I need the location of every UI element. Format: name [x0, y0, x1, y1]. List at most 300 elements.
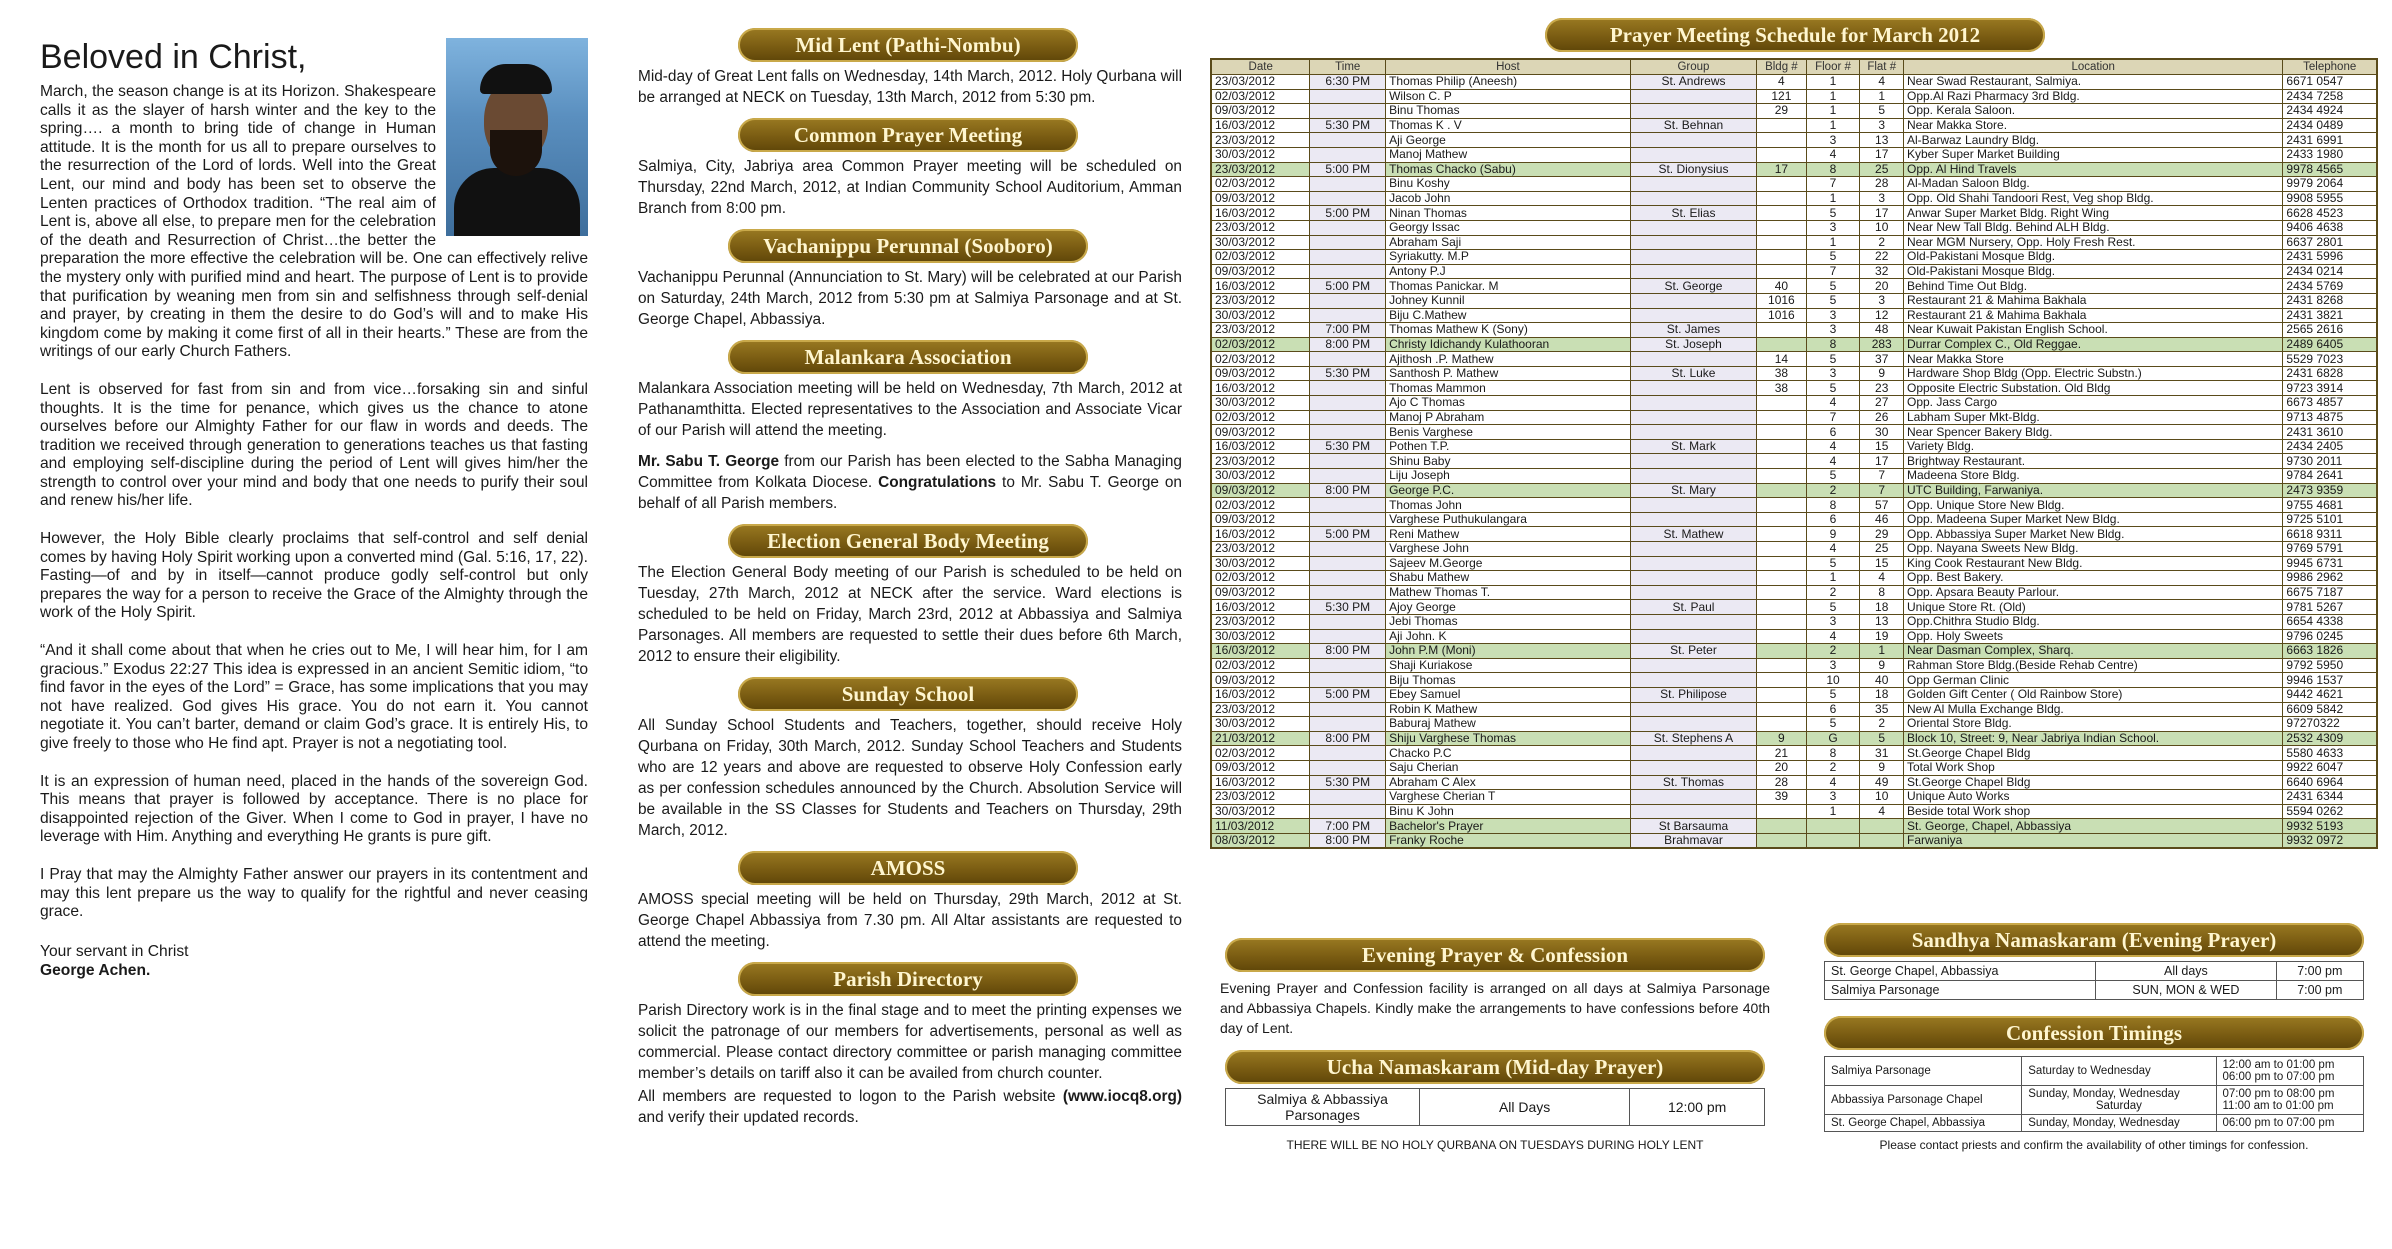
schedule-cell: 09/03/2012 [1211, 366, 1310, 381]
sunday-title: Sunday School [738, 677, 1078, 711]
schedule-cell: Binu Thomas [1386, 104, 1631, 119]
schedule-cell: Abraham C Alex [1386, 775, 1631, 790]
schedule-cell: Brahmavar [1630, 833, 1756, 848]
ucha-title: Ucha Namaskaram (Mid-day Prayer) [1225, 1050, 1765, 1084]
schedule-cell [1757, 527, 1806, 542]
letter-paragraph: March, the season change is at its Horizon. Shakespeare calls it as the slayer of harsh winter and the key to the spring…. a month to bring tide of change in Human attitude. It is the month for us all to prepare ourselves to the resurrection of the Lord of lords. Well into the Great Lent, our mind and body has been set to observe the Lenten practices of Orthodox tradition. “The real aim of Lent is, above all else, to prepare men for the celebration of the death and Resurrection of Christ…the better the preparation the more effective the celebration will be. One can effectively relive the mystery only with purified mind and heart. The purpose of Lent is to provide that purification by weaning men from sin and selfishness through self-denial and prayer, by creating in them the desire to do God’s will and to make His kingdom come by making it come first of all in their hearts.” These are from the writings of our early Church Fathers. [40, 83, 588, 361]
table-row [1211, 571, 2377, 586]
schedule-cell: Abraham Saji [1386, 235, 1631, 250]
schedule-cell: Old-Pakistani Mosque Bldg. [1904, 264, 2283, 279]
schedule-cell: 9 [1860, 366, 1904, 381]
schedule-cell: St. George [1630, 279, 1756, 294]
schedule-cell [1630, 147, 1756, 162]
schedule-cell: Opposite Electric Substation. Old Bldg [1904, 381, 2283, 396]
schedule-cell [1757, 498, 1806, 513]
schedule-cell: 2434 4924 [2283, 104, 2377, 119]
schedule-cell [1630, 571, 1756, 586]
conf-day: Saturday [2095, 1100, 2142, 1112]
schedule-cell: 8:00 PM [1310, 483, 1386, 498]
letter-paragraph: It is an expression of human need, placed in the hands of the sovereign God. This means that prayer is followed by acceptance. There is no place for disappointed rejection of the Giver. When I come to God in prayer, I have no leverage with Him. Anything and everything He grants is pure gift. [40, 772, 588, 846]
schedule-cell: 4 [1806, 147, 1860, 162]
schedule-cell: 30/03/2012 [1211, 556, 1310, 571]
schedule-cell: Ebey Samuel [1386, 687, 1631, 702]
schedule-cell: 23/03/2012 [1211, 542, 1310, 557]
letter-paragraph: However, the Holy Bible clearly proclaims that self-control and self denial comes by having Holy Spirit working upon a converted mind (Gal. 5:16, 17, 22). Fasting—of and by in itself—cannot produce godly self-control but only prepares the way for a person to receive the Grace of the Almighty through the work of the Holy Spirit. [40, 530, 588, 622]
schedule-cell: 9945 6731 [2283, 556, 2377, 571]
schedule-cell: Near Kuwait Pakistan English School. [1904, 323, 2283, 338]
schedule-cell [1310, 498, 1386, 513]
schedule-cell: 9 [1860, 760, 1904, 775]
schedule-cell: 39 [1757, 790, 1806, 805]
schedule-cell: 02/03/2012 [1211, 746, 1310, 761]
schedule-cell: St. Peter [1630, 644, 1756, 659]
schedule-cell: Chacko P.C [1386, 746, 1631, 761]
table-row [1211, 206, 2377, 221]
schedule-cell: Golden Gift Center ( Old Rainbow Store) [1904, 687, 2283, 702]
schedule-cell [1630, 410, 1756, 425]
table-row [1211, 644, 2377, 659]
schedule-cell: 4 [1757, 75, 1806, 90]
schedule-cell: St.George Chapel Bldg [1904, 775, 2283, 790]
schedule-cell: Opp German Clinic [1904, 673, 2283, 688]
schedule-cell: Al-Madan Saloon Bldg. [1904, 177, 2283, 192]
conf-times [2216, 1086, 2363, 1115]
conf-days [2022, 1086, 2216, 1115]
priest-photo [446, 38, 588, 236]
table-row [1211, 220, 2377, 235]
schedule-cell: John P.M (Moni) [1386, 644, 1631, 659]
schedule-cell: 3 [1860, 293, 1904, 308]
website-link[interactable]: (www.iocq8.org) [1062, 1088, 1182, 1105]
schedule-cell: 3 [1806, 308, 1860, 323]
schedule-cell: 9796 0245 [2283, 629, 2377, 644]
sandhya-title: Sandhya Namaskaram (Evening Prayer) [1824, 923, 2364, 957]
schedule-cell: 1 [1806, 235, 1860, 250]
schedule-cell: 9730 2011 [2283, 454, 2377, 469]
schedule-cell: 38 [1757, 366, 1806, 381]
schedule-header: Date [1211, 59, 1310, 75]
schedule-cell [1757, 220, 1806, 235]
schedule-cell: Thomas K . V [1386, 118, 1631, 133]
schedule-cell: 16/03/2012 [1211, 527, 1310, 542]
schedule-cell: 5 [1860, 731, 1904, 746]
schedule-cell: Varghese John [1386, 542, 1631, 557]
schedule-cell: 23/03/2012 [1211, 162, 1310, 177]
schedule-cell: 5:00 PM [1310, 206, 1386, 221]
schedule-cell: 11/03/2012 [1211, 819, 1310, 834]
table-row [1211, 585, 2377, 600]
schedule-cell: St Barsauma [1630, 819, 1756, 834]
schedule-cell: 1 [1806, 804, 1860, 819]
schedule-cell: 17 [1860, 206, 1904, 221]
schedule-cell: 9723 3914 [2283, 381, 2377, 396]
schedule-cell: Mathew Thomas T. [1386, 585, 1631, 600]
schedule-cell: 20 [1757, 760, 1806, 775]
schedule-cell: Behind Time Out Bldg. [1904, 279, 2283, 294]
schedule-cell: 23/03/2012 [1211, 220, 1310, 235]
schedule-cell: 09/03/2012 [1211, 264, 1310, 279]
elected-text-end: to Mr. Sabu T. George on behalf of all Parish members. [638, 474, 1182, 512]
table-row [1211, 512, 2377, 527]
schedule-cell: 30/03/2012 [1211, 235, 1310, 250]
schedule-cell: 8 [1806, 498, 1860, 513]
schedule-cell: 9781 5267 [2283, 600, 2377, 615]
schedule-cell: 5 [1806, 687, 1860, 702]
schedule-cell [1630, 790, 1756, 805]
schedule-cell: 3 [1806, 658, 1860, 673]
schedule-cell: 2489 6405 [2283, 337, 2377, 352]
schedule-cell [1310, 381, 1386, 396]
schedule-cell: 18 [1860, 600, 1904, 615]
schedule-header: Group [1630, 59, 1756, 75]
schedule-cell: 9932 5193 [2283, 819, 2377, 834]
schedule-cell: 9922 6047 [2283, 760, 2377, 775]
schedule-cell: St. James [1630, 323, 1756, 338]
schedule-cell [1310, 746, 1386, 761]
schedule-cell: 6618 9311 [2283, 527, 2377, 542]
schedule-cell: Block 10, Street: 9, Near Jabriya Indian School. [1904, 731, 2283, 746]
schedule-cell [1757, 264, 1806, 279]
conf-days: Saturday to Wednesday [2022, 1057, 2216, 1086]
schedule-cell [1310, 454, 1386, 469]
schedule-cell: Kyber Super Market Building [1904, 147, 2283, 162]
schedule-cell: 17 [1860, 454, 1904, 469]
schedule-cell: 5 [1806, 556, 1860, 571]
schedule-cell: 13 [1860, 614, 1904, 629]
table-row [1211, 133, 2377, 148]
schedule-cell: 02/03/2012 [1211, 658, 1310, 673]
schedule-cell: 9979 2064 [2283, 177, 2377, 192]
schedule-cell: 46 [1860, 512, 1904, 527]
schedule-cell [1757, 191, 1806, 206]
schedule-cell: 5580 4633 [2283, 746, 2377, 761]
table-row [1211, 483, 2377, 498]
schedule-cell: 02/03/2012 [1211, 498, 1310, 513]
schedule-cell: Near Spencer Bakery Bldg. [1904, 425, 2283, 440]
table-row [1211, 775, 2377, 790]
schedule-cell: Biju C.Mathew [1386, 308, 1631, 323]
schedule-cell: 9442 4621 [2283, 687, 2377, 702]
schedule-cell [1630, 89, 1756, 104]
schedule-cell [1630, 250, 1756, 265]
schedule-cell: 7 [1806, 410, 1860, 425]
schedule-cell: 8 [1806, 337, 1860, 352]
schedule-cell [1310, 571, 1386, 586]
schedule-cell: King Cook Restaurant New Bldg. [1904, 556, 2283, 571]
schedule-cell [1757, 206, 1806, 221]
table-row [1211, 439, 2377, 454]
schedule-cell: 1016 [1757, 293, 1806, 308]
schedule-cell: 29 [1757, 104, 1806, 119]
schedule-cell [1310, 469, 1386, 484]
schedule-cell: 8:00 PM [1310, 337, 1386, 352]
schedule-cell: 97270322 [2283, 717, 2377, 732]
schedule-cell: Saju Cherian [1386, 760, 1631, 775]
schedule-cell: Opp.Al Razi Pharmacy 3rd Bldg. [1904, 89, 2283, 104]
schedule-cell [1757, 658, 1806, 673]
table-row [1211, 118, 2377, 133]
schedule-cell: 30/03/2012 [1211, 308, 1310, 323]
schedule-cell: 2431 6828 [2283, 366, 2377, 381]
sandhya-box [1810, 923, 2378, 1152]
schedule-cell: Opp. Al Hind Travels [1904, 162, 2283, 177]
schedule-cell: Opp. Madeena Super Market New Bldg. [1904, 512, 2283, 527]
schedule-cell: New Al Mulla Exchange Bldg. [1904, 702, 2283, 717]
announcements-column [628, 28, 1188, 1138]
schedule-cell: 3 [1806, 790, 1860, 805]
schedule-cell [1310, 614, 1386, 629]
table-row [1211, 337, 2377, 352]
sunday-text: All Sunday School Students and Teachers, together, should receive Holy Qurbana on Friday, 30th March, 2012. Sunday School Teachers and Students who are 12 years and above are requested to observe Holy Confession early as per confession schedules announced by the Church. Absolution Service will be available in the SS Classes for Students and Teachers on Thursday, 29th March, 2012. [638, 717, 1182, 839]
malankara-text-2 [638, 451, 1182, 514]
vachanippu-text: Vachanippu Perunnal (Annunciation to St. Mary) will be celebrated at our Parish on Saturday, 24th March, 2012 from 5:30 pm at Salmiya Parsonage and at St. George Chapel, Abbassiya. [638, 269, 1182, 328]
directory-text-2 [638, 1086, 1182, 1128]
schedule-cell: 8 [1806, 746, 1860, 761]
schedule-cell: 2473 9359 [2283, 483, 2377, 498]
letter-paragraph: “And it shall come about that when he cries out to Me, I will hear him, for I am gracious.” Exodus 22:27 This idea is expressed in an ancient Semitic idiom, “to find favor in the eyes of the Lord” = Grace, has some implications that you may not have realized. God gives His grace. You do not earn it. You cannot negotiate it. You can’t barter, demand or claim God’s grace. It is entirely His, to give freely to those who He find apt. Prayer is not a negotiating tool. [40, 642, 588, 752]
schedule-cell: 16/03/2012 [1211, 381, 1310, 396]
schedule-cell: 7:00 PM [1310, 323, 1386, 338]
schedule-cell [1310, 264, 1386, 279]
schedule-cell: 23/03/2012 [1211, 75, 1310, 90]
table-row [1211, 75, 2377, 90]
schedule-cell: St. Paul [1630, 600, 1756, 615]
schedule-cell: 2433 1980 [2283, 147, 2377, 162]
schedule-cell: 23 [1860, 381, 1904, 396]
schedule-cell [1630, 658, 1756, 673]
schedule-cell: 16/03/2012 [1211, 118, 1310, 133]
common-title: Common Prayer Meeting [738, 118, 1078, 152]
schedule-cell: Opp. Holy Sweets [1904, 629, 2283, 644]
schedule-cell: 37 [1860, 352, 1904, 367]
conf-place: St. George Chapel, Abbassiya [1825, 1115, 2022, 1132]
schedule-cell: 10 [1806, 673, 1860, 688]
schedule-cell [1757, 556, 1806, 571]
schedule-cell: 25 [1860, 162, 1904, 177]
schedule-cell: Varghese Cherian T [1386, 790, 1631, 805]
schedule-cell: 5 [1806, 381, 1860, 396]
ucha-note: THERE WILL BE NO HOLY QURBANA ON TUESDAYS DURING HOLY LENT [1286, 1138, 1704, 1152]
schedule-header: Flat # [1860, 59, 1904, 75]
table-row [1211, 717, 2377, 732]
table-row [1211, 746, 2377, 761]
schedule-cell [1757, 804, 1806, 819]
schedule-cell [1757, 687, 1806, 702]
schedule-cell: 5:30 PM [1310, 775, 1386, 790]
schedule-cell: Durrar Complex C., Old Reggae. [1904, 337, 2283, 352]
schedule-cell: 5 [1806, 717, 1860, 732]
schedule-cell: Opp.Chithra Studio Bldg. [1904, 614, 2283, 629]
schedule-cell: 1 [1806, 89, 1860, 104]
table-row [1211, 673, 2377, 688]
election-title: Election General Body Meeting [728, 524, 1088, 558]
schedule-cell: Oriental Store Bldg. [1904, 717, 2283, 732]
schedule-cell [1630, 673, 1756, 688]
schedule-cell: 5:00 PM [1310, 687, 1386, 702]
schedule-header: Host [1386, 59, 1631, 75]
schedule-cell [1630, 293, 1756, 308]
schedule-cell: 28 [1860, 177, 1904, 192]
schedule-cell: St. Dionysius [1630, 162, 1756, 177]
schedule-cell: 9986 2962 [2283, 571, 2377, 586]
schedule-cell: 3 [1806, 133, 1860, 148]
schedule-cell [1757, 250, 1806, 265]
schedule-cell: Shaji Kuriakose [1386, 658, 1631, 673]
schedule-cell: Labham Super Mkt-Bldg. [1904, 410, 2283, 425]
schedule-cell: St. Andrews [1630, 75, 1756, 90]
schedule-cell: 9755 4681 [2283, 498, 2377, 513]
sandhya-days: SUN, MON & WED [2096, 981, 2276, 1000]
schedule-cell [1757, 469, 1806, 484]
schedule-cell: 8:00 PM [1310, 731, 1386, 746]
schedule-cell: 6637 2801 [2283, 235, 2377, 250]
schedule-cell [1310, 702, 1386, 717]
schedule-cell [1757, 454, 1806, 469]
schedule-cell: 02/03/2012 [1211, 89, 1310, 104]
directory-text: Parish Directory work is in the final stage and to meet the printing expenses we solicit the patronage of our members for advertisements, personal as well as commercial. Please contact directory committee or parish managing committee member’s details on tariff also it can be availed from church counter. [638, 1002, 1182, 1082]
schedule-title: Prayer Meeting Schedule for March 2012 [1545, 18, 2045, 52]
schedule-cell [1630, 717, 1756, 732]
schedule-cell [1630, 235, 1756, 250]
conf-days: Sunday, Monday, Wednesday [2022, 1115, 2216, 1132]
schedule-cell: 5 [1806, 250, 1860, 265]
schedule-cell [1310, 804, 1386, 819]
schedule-cell: Opp. Abbassiya Super Market New Bldg. [1904, 527, 2283, 542]
schedule-cell: Opp. Unique Store New Bldg. [1904, 498, 2283, 513]
schedule-cell: Farwaniya [1904, 833, 2283, 848]
schedule-cell: 8:00 PM [1310, 833, 1386, 848]
schedule-cell: Near Swad Restaurant, Salmiya. [1904, 75, 2283, 90]
table-row [1211, 687, 2377, 702]
schedule-cell: Bachelor's Prayer [1386, 819, 1631, 834]
schedule-cell [1630, 614, 1756, 629]
schedule-cell: 8 [1806, 162, 1860, 177]
schedule-cell: 4 [1806, 542, 1860, 557]
schedule-cell: St. Mathew [1630, 527, 1756, 542]
schedule-cell: Baburaj Mathew [1386, 717, 1631, 732]
schedule-cell: 6 [1806, 702, 1860, 717]
schedule-cell [1757, 118, 1806, 133]
schedule-cell: Ajoy George [1386, 600, 1631, 615]
schedule-cell [1630, 396, 1756, 411]
schedule-cell [1630, 177, 1756, 192]
schedule-cell: 30 [1860, 425, 1904, 440]
table-row [1211, 410, 2377, 425]
sandhya-time: 7:00 pm [2276, 981, 2363, 1000]
schedule-cell: Aji John. K [1386, 629, 1631, 644]
table-row [1211, 790, 2377, 805]
schedule-cell: 6 [1806, 425, 1860, 440]
schedule-cell [1630, 512, 1756, 527]
schedule-cell: 2431 8268 [2283, 293, 2377, 308]
schedule-cell: 21 [1757, 746, 1806, 761]
schedule-cell: 30/03/2012 [1211, 147, 1310, 162]
schedule-cell: 2431 6344 [2283, 790, 2377, 805]
schedule-cell: 20 [1860, 279, 1904, 294]
schedule-cell: 5 [1860, 104, 1904, 119]
schedule-cell [1630, 264, 1756, 279]
malankara-title: Malankara Association [728, 340, 1088, 374]
schedule-cell: 2 [1806, 760, 1860, 775]
schedule-cell [1757, 542, 1806, 557]
sandhya-place: St. George Chapel, Abbassiya [1825, 962, 2096, 981]
schedule-cell: Near Dasman Complex, Sharq. [1904, 644, 2283, 659]
schedule-cell: 3 [1860, 191, 1904, 206]
schedule-cell: 09/03/2012 [1211, 512, 1310, 527]
confession-table [1824, 1056, 2364, 1132]
schedule-cell: Near Makka Store [1904, 352, 2283, 367]
schedule-cell: 30/03/2012 [1211, 469, 1310, 484]
schedule-cell: 23/03/2012 [1211, 133, 1310, 148]
schedule-cell: 26 [1860, 410, 1904, 425]
schedule-cell: 5 [1806, 469, 1860, 484]
schedule-cell [1310, 308, 1386, 323]
schedule-cell: Varghese Puthukulangara [1386, 512, 1631, 527]
schedule-cell: 08/03/2012 [1211, 833, 1310, 848]
schedule-cell [1757, 644, 1806, 659]
schedule-cell: 22 [1860, 250, 1904, 265]
schedule-cell: 31 [1860, 746, 1904, 761]
schedule-cell: Syriakutty. M.P [1386, 250, 1631, 265]
schedule-cell [1757, 235, 1806, 250]
schedule-cell: Near Makka Store. [1904, 118, 2283, 133]
schedule-cell [1310, 220, 1386, 235]
schedule-cell: Thomas Chacko (Sabu) [1386, 162, 1631, 177]
schedule-cell [1310, 425, 1386, 440]
schedule-cell: 283 [1860, 337, 1904, 352]
malankara-text: Malankara Association meeting will be held on Wednesday, 7th March, 2012 at Pathanamthitta. Elected representatives to the Association and Associate Vicar of our Parish will attend the meeting. [638, 380, 1182, 439]
schedule-cell: 6:30 PM [1310, 75, 1386, 90]
schedule-cell [1757, 585, 1806, 600]
conf-time: 06:00 pm to 07:00 pm [2216, 1115, 2363, 1132]
schedule-cell [1630, 220, 1756, 235]
schedule-header: Location [1904, 59, 2283, 75]
schedule-cell: 19 [1860, 629, 1904, 644]
table-row [1211, 833, 2377, 848]
schedule-cell: 29 [1860, 527, 1904, 542]
table-row [1211, 279, 2377, 294]
schedule-cell: 5 [1806, 600, 1860, 615]
schedule-cell: Shiju Varghese Thomas [1386, 731, 1631, 746]
schedule-cell: Opp. Nayana Sweets New Bldg. [1904, 542, 2283, 557]
schedule-cell: 5594 0262 [2283, 804, 2377, 819]
schedule-cell: 9946 1537 [2283, 673, 2377, 688]
schedule-cell: 16/03/2012 [1211, 775, 1310, 790]
schedule-cell: Madeena Store Bldg. [1904, 469, 2283, 484]
schedule-cell: 23/03/2012 [1211, 454, 1310, 469]
schedule-cell: 9978 4565 [2283, 162, 2377, 177]
schedule-cell: 7 [1806, 177, 1860, 192]
midlent-text: Mid-day of Great Lent falls on Wednesday, 14th March, 2012. Holy Qurbana will be arranged at NECK on Tuesday, 13th March, 2012 from 5:30 pm. [638, 68, 1182, 106]
table-row [1211, 191, 2377, 206]
schedule-cell: 3 [1806, 220, 1860, 235]
congratulations: Congratulations [878, 474, 997, 491]
schedule-cell: 1 [1860, 644, 1904, 659]
schedule-cell: 02/03/2012 [1211, 352, 1310, 367]
schedule-cell: 57 [1860, 498, 1904, 513]
schedule-cell: Near MGM Nursery, Opp. Holy Fresh Rest. [1904, 235, 2283, 250]
schedule-cell: 16/03/2012 [1211, 279, 1310, 294]
schedule-cell [1757, 337, 1806, 352]
schedule-cell: 7:00 PM [1310, 819, 1386, 834]
schedule-cell: 10 [1860, 790, 1904, 805]
election-text: The Election General Body meeting of our Parish is scheduled to be held on Tuesday, 27th March, 2012 at NECK after the service. Ward elections is scheduled to be held on Friday, March 23rd, 2012 at Abbassiya and Salmiya Parsonages. All members are requested to settle their dues before 6th March, 2012 to ensure their eligibility. [638, 564, 1182, 665]
schedule-cell: Shabu Mathew [1386, 571, 1631, 586]
schedule-cell [1757, 410, 1806, 425]
table-row [1211, 454, 2377, 469]
table-row [1211, 658, 2377, 673]
schedule-cell: 30/03/2012 [1211, 629, 1310, 644]
